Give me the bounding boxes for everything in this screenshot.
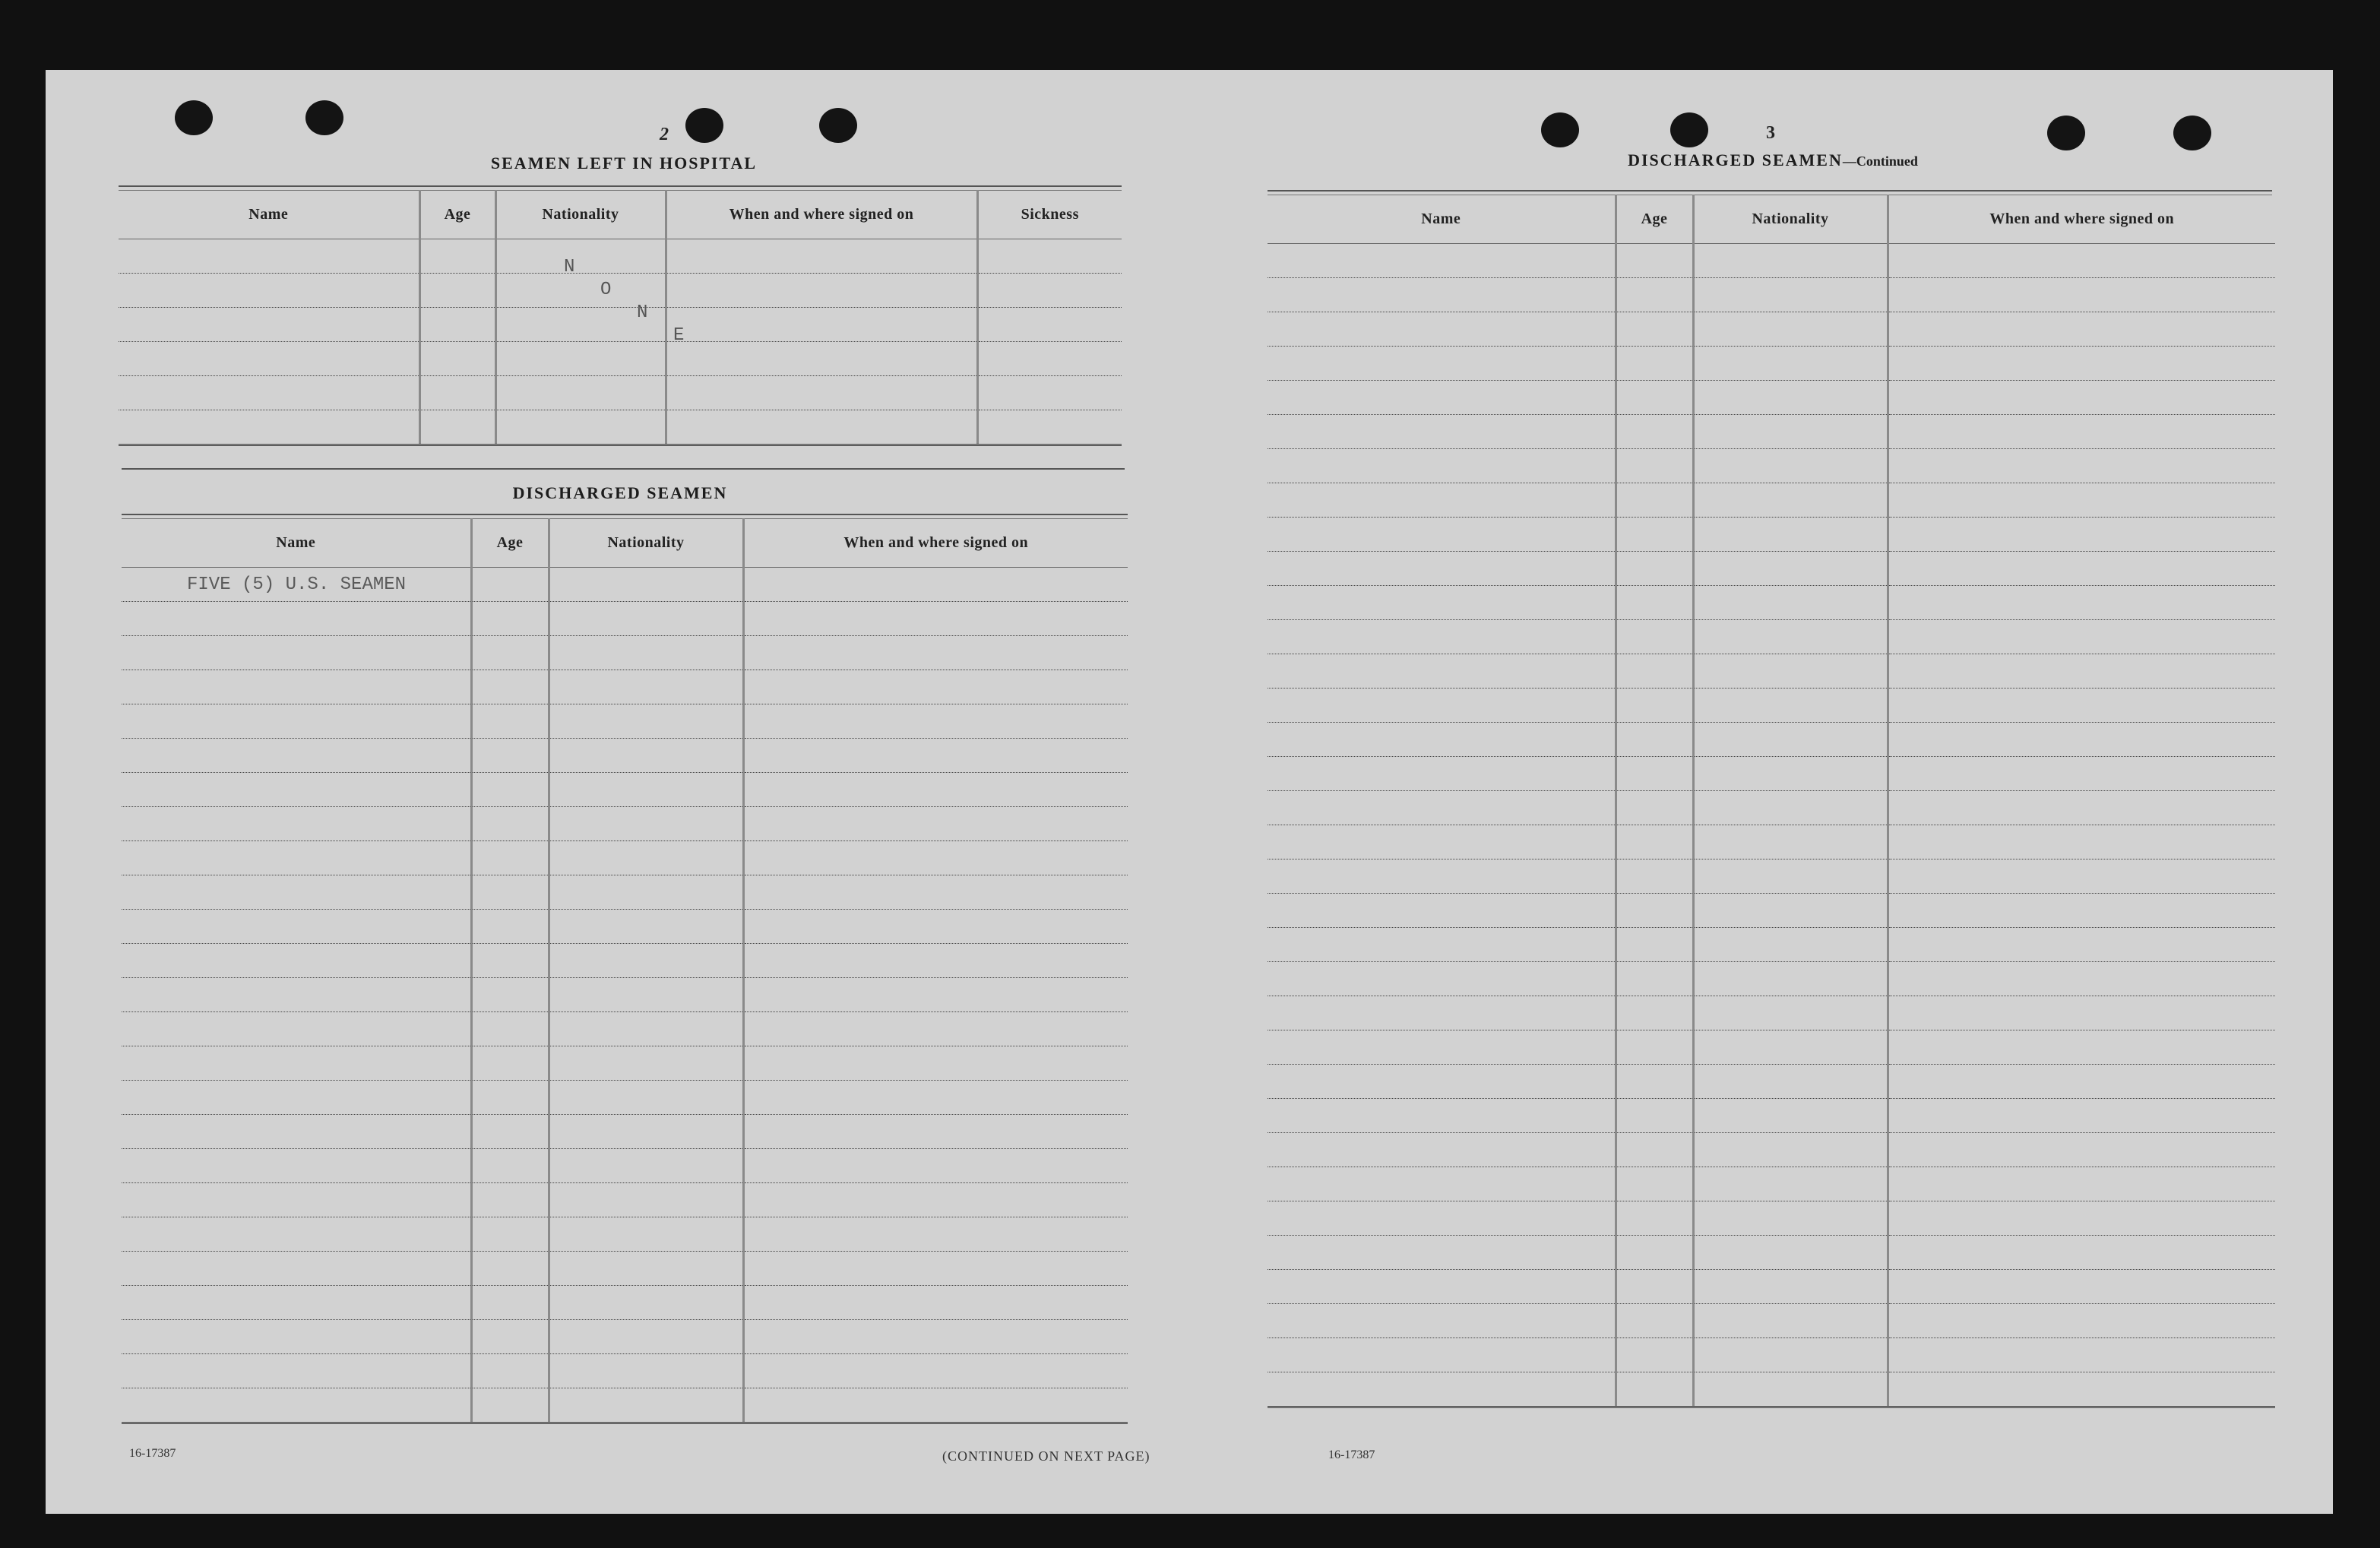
- column-header: Nationality: [549, 518, 743, 568]
- table-row: [1268, 894, 2275, 928]
- table-row: [122, 910, 1128, 944]
- column-header: When and where signed on: [1888, 195, 2275, 244]
- table-row: [1268, 1030, 2275, 1065]
- column-header: Name: [1268, 195, 1616, 244]
- left-page: [119, 70, 1182, 1514]
- page-number: 2: [660, 125, 669, 144]
- table-row: [122, 568, 1128, 602]
- column-header: Age: [419, 190, 495, 239]
- column-header: Nationality: [1693, 195, 1888, 244]
- table-row: [1268, 654, 2275, 689]
- table-row: [122, 1149, 1128, 1183]
- table-row: [1268, 757, 2275, 791]
- table-row: [119, 376, 1122, 410]
- table-row: [122, 1320, 1128, 1354]
- section-title-suffix: —Continued: [1842, 154, 1918, 169]
- table-row: [1268, 244, 2275, 278]
- table-row: [122, 1081, 1128, 1115]
- table-row: [1268, 1338, 2275, 1372]
- table-row: [1268, 620, 2275, 654]
- table-row: [1268, 312, 2275, 347]
- table-row: [122, 773, 1128, 807]
- discharged-table: [122, 518, 1128, 1424]
- typed-nationality-letter: E: [673, 325, 685, 346]
- table-row: [1268, 381, 2275, 415]
- form-sheet: [46, 70, 2333, 1514]
- table-row: [119, 410, 1122, 445]
- table-row: [119, 239, 1122, 274]
- table-row: [122, 1217, 1128, 1252]
- page-number: 3: [1766, 123, 1775, 143]
- table-row: [1268, 1167, 2275, 1201]
- table-row: [1268, 1133, 2275, 1167]
- column-header: Nationality: [495, 190, 666, 239]
- table-row: [1268, 552, 2275, 586]
- table-row: [1268, 689, 2275, 723]
- table-row: [1268, 791, 2275, 825]
- table-row: [1268, 1099, 2275, 1133]
- column-header: Age: [471, 518, 549, 568]
- table-row: [119, 342, 1122, 376]
- column-header: When and where signed on: [743, 518, 1128, 568]
- table-row: [122, 1252, 1128, 1286]
- table-row: [122, 1012, 1128, 1046]
- table-row: [1268, 962, 2275, 996]
- table-row: [122, 1046, 1128, 1081]
- table-row: [1268, 586, 2275, 620]
- table-row: [1268, 1236, 2275, 1270]
- table-row: [122, 602, 1128, 636]
- column-header: Name: [122, 518, 471, 568]
- discharged-continued-table: [1268, 195, 2275, 1408]
- column-header: Name: [119, 190, 419, 239]
- table-row: [1268, 415, 2275, 449]
- column-header: Sickness: [977, 190, 1122, 239]
- table-row: [1268, 1270, 2275, 1304]
- table-row: [1268, 928, 2275, 962]
- hospital-table: [119, 190, 1122, 446]
- table-row: [122, 1115, 1128, 1149]
- table-row: [122, 1388, 1128, 1423]
- divider: [122, 468, 1125, 470]
- column-header: When and where signed on: [666, 190, 977, 239]
- table-row: [122, 875, 1128, 910]
- table-row: [122, 636, 1128, 670]
- table-row: [1268, 278, 2275, 312]
- right-page: [1268, 70, 2331, 1514]
- typed-nationality-letter: O: [600, 280, 612, 300]
- table-row: [1268, 1065, 2275, 1099]
- section-title-hospital: SEAMEN LEFT IN HOSPITAL: [490, 154, 758, 173]
- table-row: [122, 978, 1128, 1012]
- table-row: [1268, 449, 2275, 483]
- table-row: [1268, 1372, 2275, 1407]
- table-row: [122, 1354, 1128, 1388]
- table-row: [122, 704, 1128, 739]
- table-row: [122, 1286, 1128, 1320]
- table-row: [122, 670, 1128, 704]
- section-title-discharged: DISCHARGED SEAMEN: [512, 483, 728, 502]
- table-row: [119, 308, 1122, 342]
- table-row: [1268, 1201, 2275, 1236]
- typed-nationality-letter: N: [564, 257, 575, 277]
- table-row: [1268, 996, 2275, 1030]
- form-number: 16-17387: [1328, 1448, 1375, 1461]
- table-row: [1268, 518, 2275, 552]
- table-row: [122, 841, 1128, 875]
- table-row: [122, 807, 1128, 841]
- column-header: Age: [1616, 195, 1693, 244]
- table-row: [1268, 347, 2275, 381]
- table-row: [122, 944, 1128, 978]
- continued-note: (CONTINUED ON NEXT PAGE): [942, 1448, 1150, 1464]
- table-row: [1268, 483, 2275, 518]
- table-row: [1268, 859, 2275, 894]
- form-number: 16-17387: [129, 1447, 176, 1460]
- table-row: [1268, 1304, 2275, 1338]
- table-row: [1268, 825, 2275, 859]
- section-title-text: DISCHARGED SEAMEN: [1628, 150, 1843, 169]
- typed-nationality-letter: N: [637, 302, 648, 323]
- table-row: [122, 1183, 1128, 1217]
- table-row: [122, 739, 1128, 773]
- section-title-discharged-continued: [1268, 150, 2278, 170]
- typed-entry: FIVE (5) U.S. SEAMEN: [122, 568, 471, 602]
- table-row: [119, 274, 1122, 308]
- table-row: [1268, 723, 2275, 757]
